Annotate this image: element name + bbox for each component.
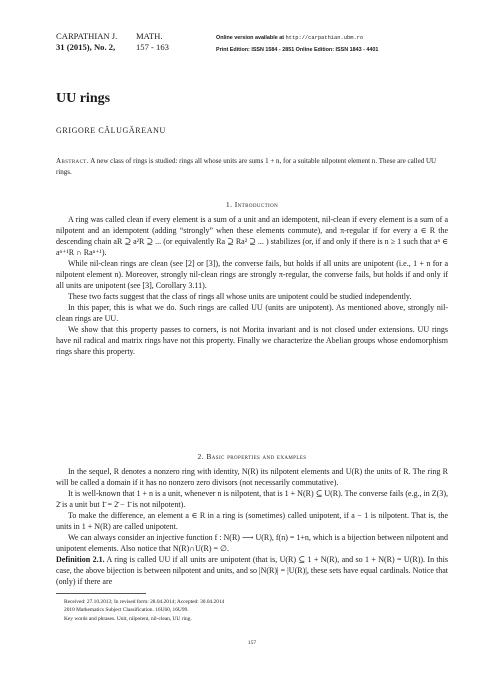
edition-info (216, 32, 378, 56)
basic-paragraph: We can always consider an injective function f : N(R) ⟶ U(R), f(n) = 1+n, which is a bijection between nilpotent and unipotent elements. Also notice that N(R)∩U(R) = ∅. (56, 533, 448, 553)
intro-paragraph: While nil-clean rings are clean (see [2] or [3]), the converse fails, but holds if all units are unipotent (i.e., 1 + n for a nilpotent element n). Moreover, strongly nil-clean rings are strongly π-regular, the converse fails, but holds if and only if all units are unipotent (see [3], Corollary 3.11). (56, 259, 448, 290)
basic-properties-body (56, 466, 448, 587)
journal-name: CARPATHIAN J. (56, 31, 118, 41)
print-edition-line: Print Edition: ISSN 1584 - 2851 Online Edition: ISSN 1843 - 4401 (216, 47, 379, 53)
abstract-text: A new class of rings is studied: rings all whose units are sums 1 + n, for a suitable nilpotent element n. These are called UU rings. (56, 157, 437, 176)
definition-text: A ring is called UU if all units are unipotent (that is, U(R) ⊆ 1 + N(R), and so 1 + N(R) = U(R)). In this case, the above bijection is between nilpotent and units, and so |N(R)| = |U(R)|, these sets have equal cardinals. Notice that (only) if there are (56, 555, 448, 586)
intro-paragraph: A ring was called clean if every element is a sum of a unit and an idempotent, nil-clean if every element is a sum of a nilpotent and an idempotent (adding “strongly” when these elements commute), and π-regular if for every a ∈ R the descending chain aR ⊇ a²R ⊇ ... (or equivalently Ra ⊇ Ra² ⊇ ... ) stabilizes (or, if and only if there is n ≥ 1 such that aⁿ ∈ aⁿ⁺¹R ∩ Raⁿ⁺¹). (56, 215, 448, 257)
paper-title: UU rings (56, 91, 111, 106)
author-name: GRIGORE CĂLUGĂREANU (56, 126, 166, 135)
abstract-label: Abstract. (56, 157, 89, 165)
definition-label: Definition 2.1. (56, 555, 105, 564)
page-number: 157 (247, 640, 257, 646)
online-version-line: Online version available at http://carpathian.ubm.ro (216, 35, 364, 41)
journal-subject-block (136, 31, 169, 53)
footnote-divider (56, 593, 146, 594)
introduction-body (56, 214, 448, 357)
intro-paragraph: These two facts suggest that the class of rings all whose units are unipotent could be studied independently. (68, 292, 412, 301)
basic-paragraph: In the sequel, R denotes a nonzero ring with identity, N(R) its nilpotent elements and U(R) the units of R. The ring R will be called a domain if it has no nonzero zero divisors (not necessarily commutative). (56, 467, 448, 487)
journal-subject: MATH. (136, 31, 163, 41)
intro-paragraph: In this paper, this is what we do. Such rings are called UU (units are unipotent). As mentioned above, strongly nil-clean rings are UU. (56, 303, 448, 323)
msc-classification: 2010 Mathematics Subject Classification. 16U60, 16U99. (64, 607, 189, 614)
page-range: 157 - 163 (136, 42, 169, 52)
online-url[interactable]: http://carpathian.ubm.ro (285, 35, 364, 41)
abstract (56, 156, 448, 177)
basic-paragraph: To make the difference, an element a ∈ R in a ring is (sometimes) called unipotent, if a − 1 is nilpotent. That is, the units in 1 + N(R) are called unipotent. (56, 511, 448, 531)
keywords: Key words and phrases. Unit, nilpotent, nil-clean, UU ring. (64, 615, 192, 622)
basic-paragraph: It is well-known that 1 + n is a unit, whenever n is nilpotent, that is 1 + N(R) ⊆ U(R). The converse fails (e.g., in Z(3), 2̄ is a unit but 1̄ = 2̄ − 1̄ is not nilpotent). (56, 489, 448, 509)
journal-name-block (56, 31, 117, 53)
journal-header (56, 31, 448, 57)
footnotes (64, 598, 448, 623)
definition-2-1 (56, 554, 448, 587)
section-heading-introduction: 1. Introduction (225, 200, 279, 209)
received-dates: Received: 27.10.2013; In revised form: 28.04.2014; Accepted: 30.04.2014 (64, 599, 225, 605)
section-heading-basic-properties: 2. Basic properties and examples (197, 452, 307, 461)
volume-info: 31 (2015), No. 2, (56, 42, 116, 52)
intro-paragraph: We show that this property passes to corners, is not Morita invariant and is not closed under extensions. UU rings have nil radical and matrix rings have not this property. Finally we characterize the Abelian groups whose endomorphism rings share this property. (56, 325, 448, 356)
